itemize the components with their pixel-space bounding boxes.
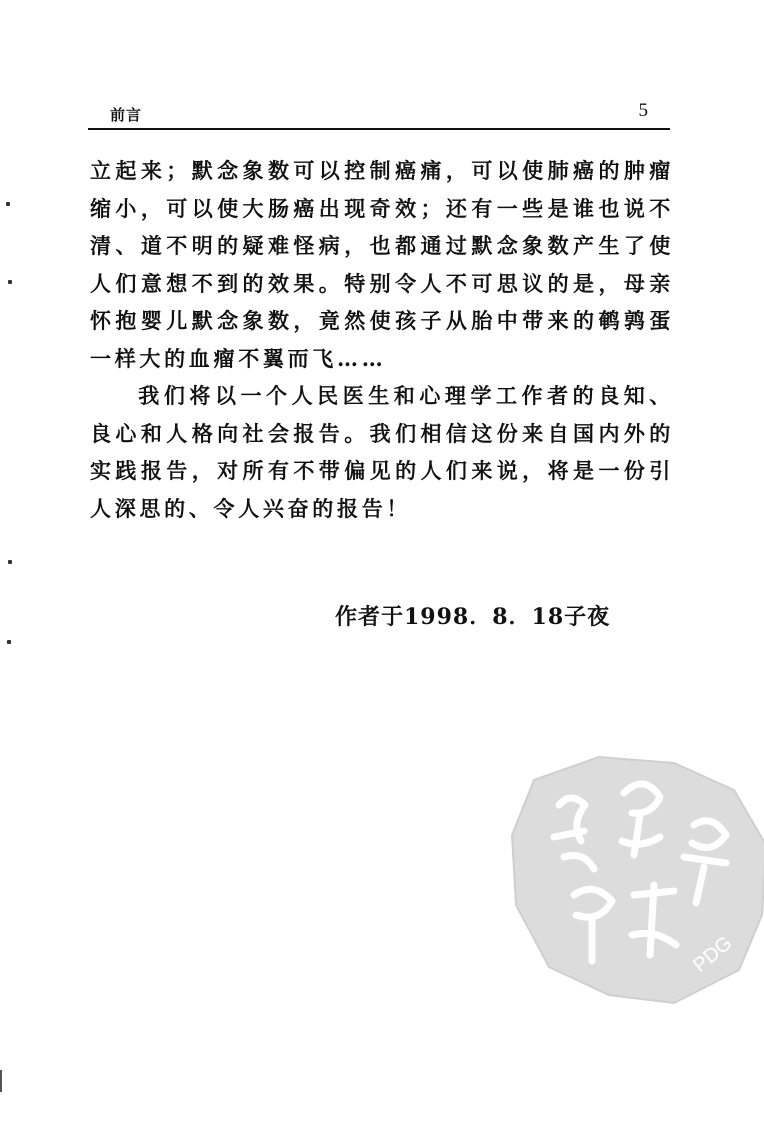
margin-speck [6, 202, 10, 206]
body-text [90, 152, 674, 527]
margin-speck [8, 280, 12, 284]
margin-speck [8, 560, 12, 564]
paragraph-1: 立起来；默念象数可以控制癌痛，可以使肺癌的肿瘤缩小，可以使大肠癌出现奇效；还有一些是谁也说不清、道不明的疑难怪病，也都通过默念象数产生了使人们意想不到的效果。特别令人不可思议的是，母亲怀抱婴儿默念象数，竟然使孩子从胎中带来的鹌鹑蛋一样大的血瘤不翼而飞…… [90, 158, 674, 371]
watermark-pdg-text: PDG [689, 932, 737, 977]
watermark-seal [504, 745, 764, 1005]
page-number: 5 [638, 100, 648, 121]
header-rule [88, 128, 670, 130]
scan-edge-mark [0, 1070, 2, 1092]
author-signature: 作者于1998．8．18子夜 [335, 604, 611, 630]
margin-speck [7, 640, 11, 644]
paragraph-2: 我们将以一个人民医生和心理学工作者的良知、良心和人格向社会报告。我们相信这份来自国内外的实践报告，对所有不带偏见的人们来说，将是一份引人深思的、令人兴奋的报告！ [90, 383, 674, 521]
running-header-title: 前言 [110, 106, 143, 124]
